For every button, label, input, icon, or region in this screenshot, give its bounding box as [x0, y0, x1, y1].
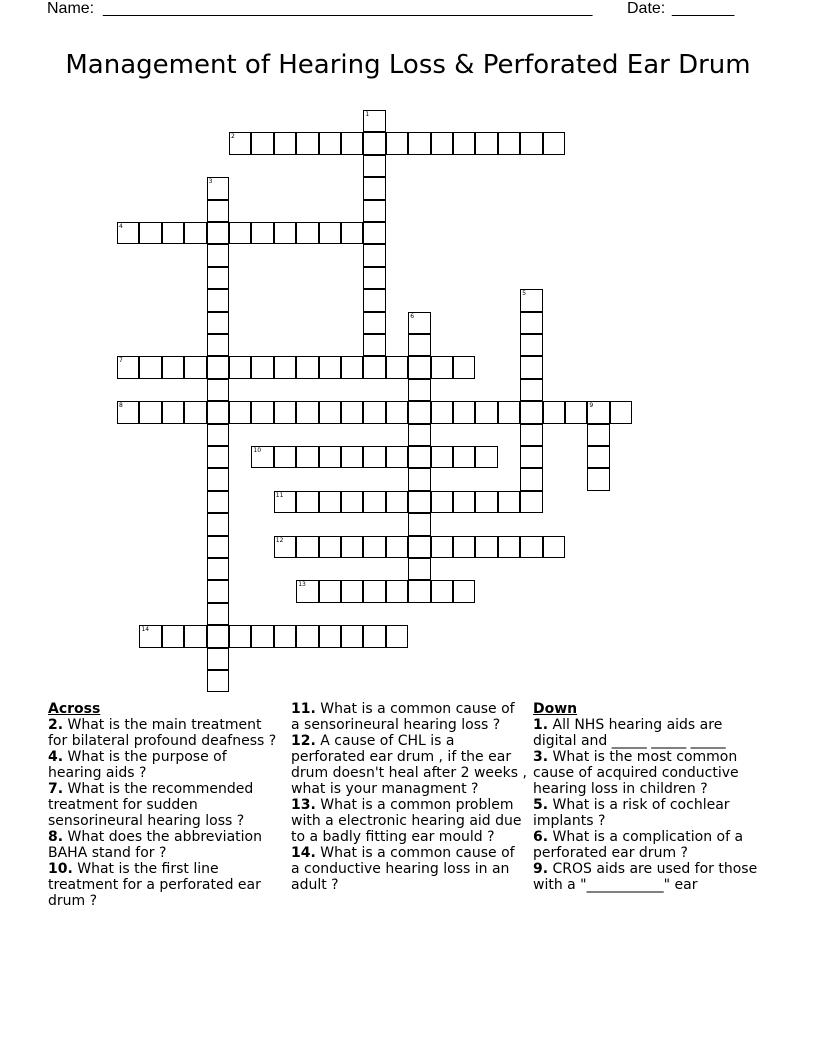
clue-number: 8: [119, 402, 123, 410]
grid-cell[interactable]: [162, 356, 184, 378]
grid-cell[interactable]: [386, 580, 408, 602]
grid-cell[interactable]: [251, 132, 273, 154]
grid-cell[interactable]: [386, 536, 408, 558]
grid-cell[interactable]: [363, 356, 385, 378]
grid-cell[interactable]: [587, 424, 609, 446]
grid-cell[interactable]: [408, 356, 430, 378]
clue-across-14: 14. What is a common cause of a conductive hearing loss in an adult ?: [291, 845, 515, 893]
grid-cell[interactable]: [408, 424, 430, 446]
grid-cell[interactable]: [296, 222, 318, 244]
grid-cell-1[interactable]: [363, 110, 385, 132]
grid-cell[interactable]: [319, 580, 341, 602]
clue-number: 13: [298, 581, 306, 589]
clue-number: 7: [119, 357, 123, 365]
grid-cell[interactable]: [229, 356, 251, 378]
grid-cell-11[interactable]: [274, 491, 296, 513]
clue-number: 2: [231, 133, 235, 141]
grid-cell[interactable]: [274, 401, 296, 423]
grid-cell[interactable]: [274, 625, 296, 647]
grid-cell[interactable]: [207, 424, 229, 446]
grid-cell-6[interactable]: [408, 312, 430, 334]
grid-cell[interactable]: [162, 401, 184, 423]
grid-cell[interactable]: [520, 401, 542, 423]
grid-cell[interactable]: [341, 580, 363, 602]
grid-cell[interactable]: [296, 491, 318, 513]
clue-number: 4: [119, 223, 123, 230]
grid-cell[interactable]: [408, 132, 430, 154]
grid-cell[interactable]: [139, 356, 161, 378]
grid-cell[interactable]: [363, 289, 385, 311]
grid-cell[interactable]: [207, 401, 229, 423]
clue-down-3: 3. What is the most common cause of acquired conductive hearing loss in children ?: [533, 749, 739, 797]
grid-cell[interactable]: [184, 222, 206, 244]
grid-cell[interactable]: [587, 446, 609, 468]
grid-cell[interactable]: [363, 334, 385, 356]
grid-cell[interactable]: [229, 401, 251, 423]
grid-cell[interactable]: [363, 312, 385, 334]
grid-cell[interactable]: [207, 244, 229, 266]
grid-cell[interactable]: [341, 536, 363, 558]
page-title: Management of Hearing Loss & Perforated Ear Drum: [65, 50, 751, 80]
grid-cell-7[interactable]: [117, 356, 139, 378]
grid-cell[interactable]: [296, 401, 318, 423]
grid-cell-3[interactable]: [207, 177, 229, 199]
grid-cell[interactable]: [319, 625, 341, 647]
date-blank-line: _______: [672, 0, 735, 17]
grid-cell[interactable]: [386, 356, 408, 378]
clue-across-12: 12. A cause of CHL is a perforated ear drum , if the ear drum doesn't heal after 2 weeks , what is your managment ?: [291, 733, 527, 797]
grid-cell[interactable]: [207, 625, 229, 647]
grid-cell[interactable]: [319, 222, 341, 244]
grid-cell[interactable]: [453, 132, 475, 154]
clue-number: 14: [141, 626, 150, 634]
grid-cell-12[interactable]: [274, 536, 296, 558]
grid-cell-14[interactable]: [139, 625, 161, 647]
grid-cell[interactable]: [431, 356, 453, 378]
grid-cell[interactable]: [520, 536, 542, 558]
grid-cell[interactable]: [431, 491, 453, 513]
grid-cell[interactable]: [453, 580, 475, 602]
grid-cell[interactable]: [296, 356, 318, 378]
grid-cell[interactable]: [296, 446, 318, 468]
name-blank-line: _______________________________________________________: [103, 0, 593, 17]
grid-cell[interactable]: [319, 536, 341, 558]
grid-cell[interactable]: [498, 536, 520, 558]
clue-across-4: 4. What is the purpose of hearing aids ?: [48, 749, 227, 781]
grid-cell-9[interactable]: [587, 401, 609, 423]
across-clues-column-2: [291, 701, 527, 893]
grid-cell[interactable]: [207, 580, 229, 602]
clue-across-2: 2. What is the main treatment for bilateral profound deafness ?: [48, 717, 277, 749]
grid-cell[interactable]: [475, 491, 497, 513]
across-clues-column-1: [48, 701, 280, 909]
grid-cell-13[interactable]: [296, 580, 318, 602]
grid-cell[interactable]: [520, 132, 542, 154]
grid-cell[interactable]: [498, 401, 520, 423]
down-clues-column: [533, 701, 769, 893]
grid-cell[interactable]: [363, 536, 385, 558]
grid-cell[interactable]: [520, 312, 542, 334]
grid-cell[interactable]: [431, 132, 453, 154]
grid-cell[interactable]: [229, 222, 251, 244]
grid-cell[interactable]: [543, 401, 565, 423]
grid-cell[interactable]: [251, 401, 273, 423]
grid-cell[interactable]: [363, 132, 385, 154]
grid-cell[interactable]: [475, 536, 497, 558]
grid-cell[interactable]: [520, 424, 542, 446]
grid-cell-8[interactable]: [117, 401, 139, 423]
grid-cell[interactable]: [408, 491, 430, 513]
grid-cell[interactable]: [229, 625, 251, 647]
grid-cell[interactable]: [408, 468, 430, 490]
grid-cell[interactable]: [363, 267, 385, 289]
grid-cell[interactable]: [431, 401, 453, 423]
grid-cell[interactable]: [341, 625, 363, 647]
grid-cell[interactable]: [207, 536, 229, 558]
grid-cell[interactable]: [274, 446, 296, 468]
grid-cell[interactable]: [184, 625, 206, 647]
grid-cell[interactable]: [408, 401, 430, 423]
clue-number: 11: [275, 491, 284, 499]
grid-cell[interactable]: [453, 446, 475, 468]
grid-cell-4[interactable]: [117, 222, 139, 244]
grid-cell[interactable]: [363, 580, 385, 602]
grid-cell[interactable]: [520, 379, 542, 401]
grid-cell[interactable]: [363, 446, 385, 468]
grid-cell[interactable]: [475, 446, 497, 468]
clue-number: 6: [410, 312, 415, 320]
grid-cell[interactable]: [475, 132, 497, 154]
grid-cell[interactable]: [408, 334, 430, 356]
grid-cell[interactable]: [520, 468, 542, 490]
grid-cell[interactable]: [319, 132, 341, 154]
grid-cell[interactable]: [251, 356, 273, 378]
grid-cell[interactable]: [475, 401, 497, 423]
clue-across-11: 11. What is a common cause of a sensorineural hearing loss ?: [291, 701, 515, 733]
grid-cell[interactable]: [341, 491, 363, 513]
grid-cell[interactable]: [520, 446, 542, 468]
grid-cell[interactable]: [498, 132, 520, 154]
clue-number: 3: [208, 178, 213, 186]
grid-cell[interactable]: [587, 468, 609, 490]
grid-cell[interactable]: [319, 446, 341, 468]
grid-cell[interactable]: [207, 670, 229, 692]
grid-cell[interactable]: [251, 625, 273, 647]
grid-cell[interactable]: [386, 491, 408, 513]
clue-number: 10: [253, 447, 262, 454]
date-label: Date:: [627, 0, 666, 17]
grid-cell[interactable]: [207, 200, 229, 222]
grid-cell[interactable]: [341, 356, 363, 378]
grid-cell[interactable]: [207, 356, 229, 378]
grid-cell[interactable]: [431, 446, 453, 468]
grid-cell[interactable]: [453, 401, 475, 423]
clue-number: 9: [589, 402, 594, 410]
grid-cell[interactable]: [139, 401, 161, 423]
grid-cell[interactable]: [207, 513, 229, 535]
grid-cell[interactable]: [296, 625, 318, 647]
clue-number: 1: [365, 111, 370, 118]
clue-down-9: 9. CROS aids are used for those with a "___________" ear: [533, 861, 758, 893]
clue-across-10: 10. What is the first line treatment for a perforated ear drum ?: [48, 861, 261, 909]
grid-cell[interactable]: [319, 491, 341, 513]
grid-cell[interactable]: [408, 379, 430, 401]
grid-cell[interactable]: [431, 536, 453, 558]
across-heading: Across: [48, 701, 101, 717]
grid-cell[interactable]: [363, 177, 385, 199]
grid-cell[interactable]: [363, 625, 385, 647]
grid-cell[interactable]: [610, 401, 632, 423]
grid-cell[interactable]: [520, 491, 542, 513]
grid-cell[interactable]: [207, 491, 229, 513]
grid-cell[interactable]: [386, 401, 408, 423]
grid-cell[interactable]: [386, 132, 408, 154]
grid-cell[interactable]: [498, 491, 520, 513]
grid-cell[interactable]: [162, 222, 184, 244]
grid-cell-5[interactable]: [520, 289, 542, 311]
grid-cell[interactable]: [363, 200, 385, 222]
down-heading: Down: [533, 701, 578, 717]
grid-cell[interactable]: [139, 222, 161, 244]
grid-cell[interactable]: [453, 356, 475, 378]
grid-cell[interactable]: [453, 491, 475, 513]
grid-cell[interactable]: [520, 356, 542, 378]
grid-cell[interactable]: [319, 401, 341, 423]
grid-cell[interactable]: [341, 132, 363, 154]
clue-number: 12: [275, 536, 284, 544]
grid-cell[interactable]: [251, 222, 273, 244]
grid-cell[interactable]: [207, 222, 229, 244]
grid-cell[interactable]: [408, 536, 430, 558]
grid-cell[interactable]: [431, 580, 453, 602]
grid-cell[interactable]: [207, 648, 229, 670]
clue-across-13: 13. What is a common problem with a electronic hearing aid due to a badly fitting ear mould ?: [291, 797, 522, 845]
grid-cell[interactable]: [386, 446, 408, 468]
grid-cell[interactable]: [363, 491, 385, 513]
grid-cell[interactable]: [207, 312, 229, 334]
grid-cell[interactable]: [408, 558, 430, 580]
clue-number: 5: [522, 290, 527, 298]
grid-cell[interactable]: [207, 558, 229, 580]
grid-cell[interactable]: [520, 334, 542, 356]
grid-cell[interactable]: [408, 513, 430, 535]
grid-cell[interactable]: [296, 536, 318, 558]
grid-cell[interactable]: [363, 244, 385, 266]
grid-cell[interactable]: [207, 289, 229, 311]
clue-down-1: 1. All NHS hearing aids are digital and _____ _____ _____: [533, 717, 726, 749]
grid-cell-2[interactable]: [229, 132, 251, 154]
grid-cell[interactable]: [319, 356, 341, 378]
grid-cell[interactable]: [363, 401, 385, 423]
clue-down-5: 5. What is a risk of cochlear implants ?: [533, 797, 730, 829]
grid-cell-10[interactable]: [251, 446, 273, 468]
grid-cell[interactable]: [296, 132, 318, 154]
name-label: Name:: [47, 0, 95, 17]
grid-cell[interactable]: [274, 132, 296, 154]
grid-cell[interactable]: [207, 603, 229, 625]
grid-cell[interactable]: [341, 222, 363, 244]
grid-cell[interactable]: [408, 580, 430, 602]
grid-cell[interactable]: [341, 401, 363, 423]
grid-cell[interactable]: [565, 401, 587, 423]
grid-cell[interactable]: [274, 356, 296, 378]
grid-cell[interactable]: [184, 356, 206, 378]
grid-cell[interactable]: [162, 625, 184, 647]
grid-cell[interactable]: [453, 536, 475, 558]
grid-cell[interactable]: [274, 222, 296, 244]
grid-cell[interactable]: [341, 446, 363, 468]
grid-cell[interactable]: [207, 334, 229, 356]
grid-cell[interactable]: [184, 401, 206, 423]
grid-cell[interactable]: [386, 625, 408, 647]
grid-cell[interactable]: [207, 446, 229, 468]
grid-cell[interactable]: [363, 222, 385, 244]
grid-cell[interactable]: [207, 468, 229, 490]
clue-down-6: 6. What is a complication of a perforated ear drum ?: [533, 829, 744, 861]
grid-cell[interactable]: [207, 267, 229, 289]
grid-cell[interactable]: [543, 132, 565, 154]
grid-cell[interactable]: [408, 446, 430, 468]
clue-across-7: 7. What is the recommended treatment for sudden sensorineural hearing loss ?: [48, 781, 254, 829]
grid-cell[interactable]: [543, 536, 565, 558]
grid-cell[interactable]: [363, 155, 385, 177]
grid-cell[interactable]: [207, 379, 229, 401]
clue-across-8: 8. What does the abbreviation BAHA stand for ?: [48, 829, 262, 861]
